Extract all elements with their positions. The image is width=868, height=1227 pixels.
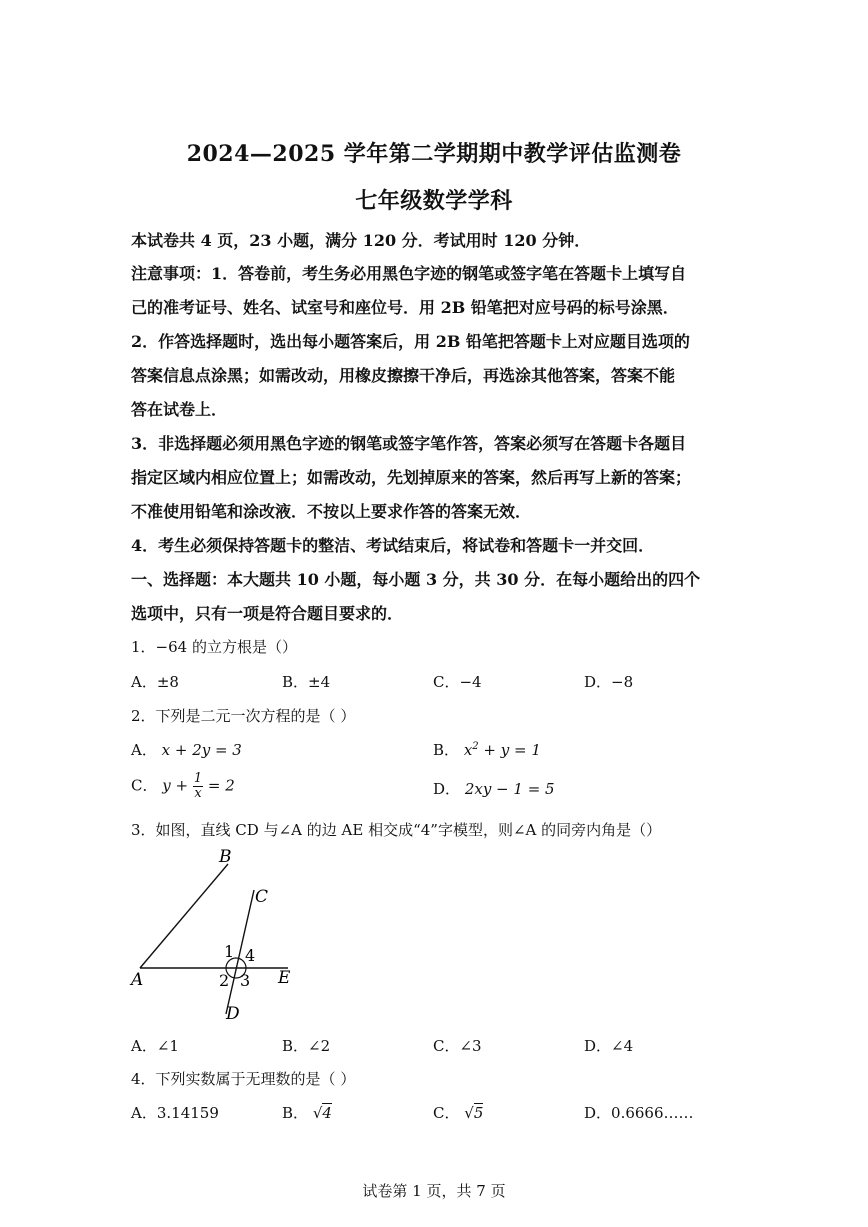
q4-stem: 4．下列实数属于无理数的是（ ） — [131, 1070, 356, 1088]
label-c: C — [255, 887, 269, 907]
q1-option-d[interactable]: D．−8 — [584, 673, 634, 691]
q3-figure — [120, 842, 320, 1027]
q1-stem: 1．−64 的立方根是（） — [131, 638, 297, 656]
notes-line-6: 3．非选择题必须用黑色字迹的钢笔或签字笔作答，答案必须写在答题卡各题目 — [131, 434, 687, 453]
q2-option-c-pre: y + — [162, 776, 189, 795]
q4-option-c-sqrt: √5 — [464, 1104, 484, 1122]
q2-option-d[interactable] — [433, 778, 555, 799]
q2-option-b-exponent: 2 — [472, 741, 479, 752]
exam-title: 2024—2025 学年第二学期期中教学评估监测卷 — [186, 141, 682, 167]
q2-option-c-denominator: x — [194, 786, 202, 801]
notes-line-4: 答案信息点涂黑；如需改动，用橡皮擦擦干净后，再选涂其他答案，答案不能 — [131, 366, 676, 385]
q4-option-c-label: C． — [433, 1104, 460, 1122]
exam-intro: 本试卷共 4 页，23 小题，满分 120 分．考试用时 120 分钟． — [131, 231, 591, 250]
q4-option-d[interactable]: D．0.6666…… — [584, 1104, 694, 1122]
q2-option-b-label: B． — [433, 741, 460, 759]
q2-option-d-label: D． — [433, 780, 461, 798]
notes-line-2: 己的准考证号、姓名、试室号和座位号．用 2B 铅笔把对应号码的标号涂黑． — [131, 298, 679, 317]
label-b: B — [219, 847, 232, 867]
q3-stem: 3．如图，直线 CD 与∠A 的边 AE 相交成“4”字模型，则∠A 的同旁内角是（） — [131, 821, 662, 839]
notes-line-5: 答在试卷上． — [131, 400, 228, 419]
page-footer: 试卷第 1 页，共 7 页 — [362, 1182, 506, 1200]
q4-option-c[interactable] — [433, 1102, 483, 1123]
label-e: E — [278, 968, 291, 988]
exam-subtitle: 七年级数学学科 — [355, 188, 513, 214]
q4-option-b-label: B． — [282, 1104, 309, 1122]
q1-option-a[interactable]: A．±8 — [131, 673, 179, 691]
q2-option-b[interactable] — [433, 739, 541, 760]
q2-option-c-post: = 2 — [207, 776, 235, 795]
q4-option-b-sqrt: √4 — [312, 1104, 332, 1122]
section1-heading-line-2: 选项中，只有一项是符合题目要求的． — [131, 604, 404, 623]
q1-option-b[interactable]: B．±4 — [282, 673, 331, 691]
q2-option-c-label: C． — [131, 776, 158, 795]
section1-heading-line-1: 一、选择题：本大题共 10 小题，每小题 3 分，共 30 分．在每小题给出的四个 — [131, 570, 701, 589]
q3-option-b[interactable]: B．∠2 — [282, 1037, 331, 1055]
notes-line-8: 不准使用铅笔和涂改液．不按以上要求作答的答案无效． — [131, 502, 532, 521]
notes-line-1: 注意事项：1．答卷前，考生务必用黑色字迹的钢笔或签字笔在答题卡上填写自 — [131, 264, 687, 283]
notes-line-9: 4．考生必须保持答题卡的整洁、考试结束后，将试卷和答题卡一并交回． — [131, 536, 655, 555]
q4-option-b[interactable] — [282, 1102, 332, 1123]
label-a: A — [131, 970, 144, 990]
q2-option-b-base: x — [463, 741, 473, 759]
label-d: D — [226, 1004, 240, 1024]
q4-option-b-radicand: 4 — [322, 1104, 332, 1122]
notes-line-7: 指定区域内相应位置上；如需改动，先划掉原来的答案，然后再写上新的答案； — [131, 468, 692, 487]
q3-option-d[interactable]: D．∠4 — [584, 1037, 634, 1055]
label-angle-2: 2 — [219, 971, 230, 990]
q1-option-c[interactable]: C．−4 — [433, 673, 482, 691]
q2-option-c-numerator: 1 — [193, 771, 203, 786]
q2-option-d-math: 2xy − 1 = 5 — [464, 780, 555, 798]
line-ab — [140, 864, 228, 968]
label-angle-3: 3 — [240, 971, 251, 990]
q4-option-a[interactable]: A．3.14159 — [131, 1104, 219, 1122]
q2-option-b-rest: + y = 1 — [478, 741, 541, 759]
label-angle-1: 1 — [224, 942, 235, 961]
q2-stem: 2．下列是二元一次方程的是（ ） — [131, 707, 356, 725]
notes-line-3: 2．作答选择题时，选出每小题答案后，用 2B 铅笔把答题卡上对应题目选项的 — [131, 332, 690, 351]
q2-option-a-label: A． — [131, 741, 157, 759]
q2-option-c[interactable] — [131, 772, 235, 801]
q2-option-a-math: x + 2y = 3 — [161, 741, 242, 759]
q2-option-a[interactable] — [131, 739, 242, 760]
q2-option-b-math — [464, 741, 541, 759]
q3-option-c[interactable]: C．∠3 — [433, 1037, 482, 1055]
q4-option-c-radicand: 5 — [473, 1104, 484, 1122]
label-angle-4: 4 — [245, 946, 256, 965]
q3-option-a[interactable]: A．∠1 — [131, 1037, 179, 1055]
q2-option-c-fraction — [193, 772, 203, 801]
